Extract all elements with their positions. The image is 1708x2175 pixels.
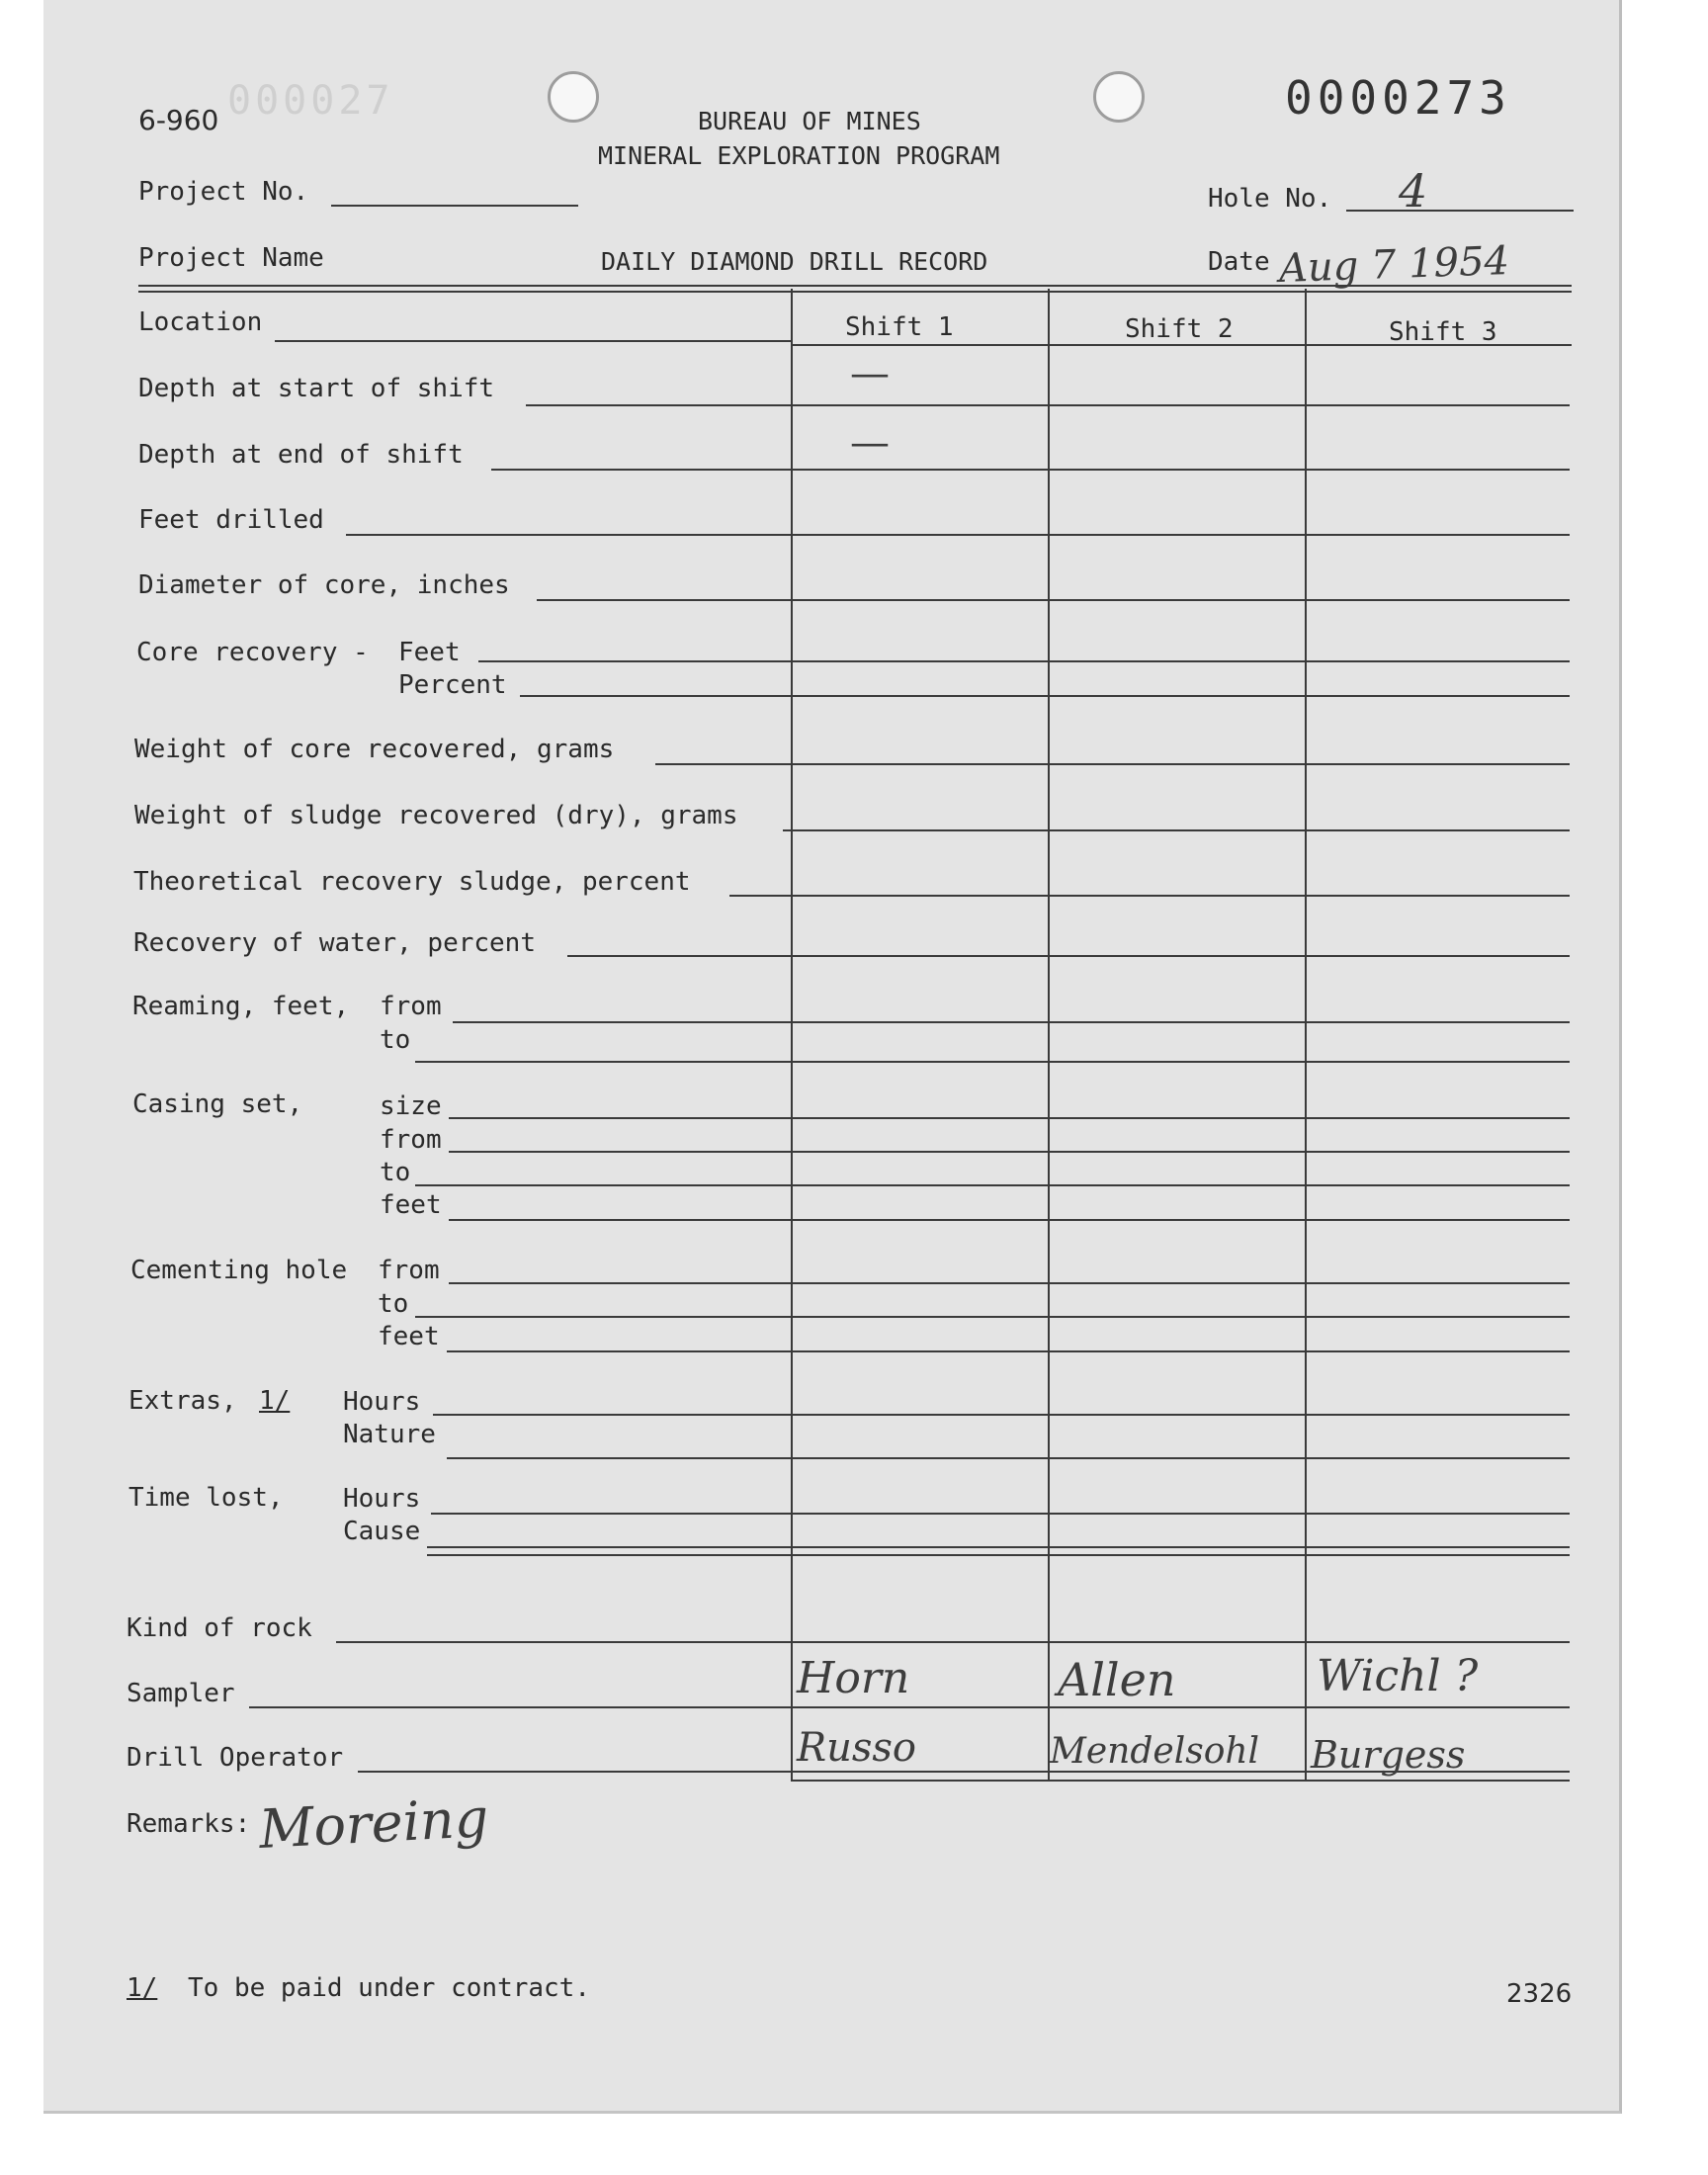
- core-recovery-percent-label: Percent: [398, 670, 507, 700]
- operator-rule-2: [791, 1780, 1570, 1782]
- project-no-label: Project No.: [138, 177, 309, 207]
- feet-drilled-label: Feet drilled: [138, 505, 324, 535]
- reaming-to-line: [415, 1061, 1570, 1063]
- weight-core-line: [655, 763, 1570, 765]
- program-title: MINERAL EXPLORATION PROGRAM: [598, 141, 1000, 170]
- column-shift-3: Shift 3: [1389, 317, 1497, 347]
- extras-nature-line: [447, 1457, 1570, 1459]
- cement-from-label: from: [378, 1256, 440, 1285]
- core-recovery-feet-label: Feet: [398, 638, 461, 667]
- casing-from-line: [449, 1151, 1570, 1153]
- depth-end-shift1-value[interactable]: —: [850, 420, 890, 466]
- column-shift-1: Shift 1: [845, 312, 954, 342]
- reaming-from-label: from: [380, 992, 442, 1021]
- form-code: 2326: [1506, 1979, 1573, 2009]
- sampler-line: [249, 1706, 1570, 1708]
- sampler-shift1[interactable]: Horn: [797, 1653, 910, 1703]
- remarks-value[interactable]: Moreing: [257, 1785, 490, 1862]
- casing-to-label: to: [380, 1158, 411, 1187]
- extras-nature-label: Nature: [343, 1420, 436, 1449]
- reaming-label: Reaming, feet,: [132, 992, 350, 1021]
- location-label: Location: [138, 307, 263, 337]
- casing-feet-line: [449, 1219, 1570, 1221]
- casing-feet-label: feet: [380, 1190, 442, 1220]
- casing-from-label: from: [380, 1125, 442, 1155]
- reaming-to-label: to: [380, 1025, 411, 1055]
- project-no-value[interactable]: [336, 176, 573, 204]
- punch-hole-left: [548, 71, 599, 123]
- drill-operator-label: Drill Operator: [127, 1743, 344, 1773]
- agency-title: BUREAU OF MINES: [698, 107, 921, 135]
- water-label: Recovery of water, percent: [133, 928, 536, 958]
- remarks-label: Remarks:: [127, 1809, 251, 1839]
- time-lost-cause-label: Cause: [343, 1517, 421, 1546]
- form-number: 6-960: [138, 104, 219, 136]
- cementing-label: Cementing hole: [130, 1256, 348, 1285]
- time-lost-hours-label: Hours: [343, 1484, 421, 1514]
- weight-sludge-label: Weight of sludge recovered (dry), grams: [134, 801, 738, 830]
- footnote-text: To be paid under contract.: [188, 1973, 590, 2003]
- location-line: [275, 340, 791, 342]
- operator-shift2[interactable]: Mendelsohl: [1050, 1731, 1260, 1772]
- cement-to-label: to: [378, 1289, 409, 1319]
- date-value[interactable]: Aug 7 1954: [1278, 237, 1510, 293]
- date-label: Date: [1208, 247, 1270, 277]
- weight-core-label: Weight of core recovered, grams: [134, 735, 615, 764]
- faint-serial-bleedthrough: 000027: [227, 78, 394, 124]
- header-rule-2: [138, 291, 1572, 293]
- depth-start-shift1-value[interactable]: —: [850, 351, 890, 396]
- hole-no-label: Hole No.: [1208, 184, 1332, 214]
- project-no-line: [331, 205, 578, 207]
- punch-hole-right: [1093, 71, 1145, 123]
- reaming-from-line: [453, 1021, 1570, 1023]
- cement-from-line: [449, 1282, 1570, 1284]
- theoretical-label: Theoretical recovery sludge, percent: [133, 867, 691, 897]
- project-name-label: Project Name: [138, 243, 324, 273]
- column-shift-2: Shift 2: [1125, 314, 1234, 344]
- casing-size-line: [449, 1117, 1570, 1119]
- cement-feet-line: [447, 1350, 1570, 1352]
- hole-no-line: [1346, 210, 1574, 212]
- depth-end-line: [491, 469, 1570, 471]
- time-lost-cause-line: [427, 1546, 1570, 1548]
- cement-to-line: [415, 1316, 1570, 1318]
- time-lost-label: Time lost,: [128, 1483, 284, 1513]
- header-rule-1: [138, 285, 1572, 287]
- core-feet-line: [478, 660, 1570, 662]
- record-title: DAILY DIAMOND DRILL RECORD: [601, 247, 988, 276]
- diameter-line: [537, 599, 1570, 601]
- core-percent-line: [520, 695, 1570, 697]
- extras-label: Extras,: [128, 1386, 237, 1416]
- extras-hours-line: [433, 1414, 1570, 1416]
- extras-footnote-ref: 1/: [259, 1386, 291, 1416]
- time-lost-hours-line: [431, 1513, 1570, 1515]
- sampler-shift2[interactable]: Allen: [1058, 1653, 1176, 1706]
- core-recovery-label: Core recovery -: [136, 638, 369, 667]
- column-header-line: [791, 344, 1572, 346]
- casing-to-line: [415, 1184, 1570, 1186]
- cement-feet-label: feet: [378, 1322, 440, 1351]
- feet-drilled-line: [346, 534, 1570, 536]
- depth-start-line: [526, 404, 1570, 406]
- operator-shift1[interactable]: Russo: [797, 1725, 917, 1771]
- casing-label: Casing set,: [132, 1089, 303, 1119]
- footnote-marker: 1/: [127, 1973, 158, 2003]
- depth-end-label: Depth at end of shift: [138, 440, 464, 470]
- theoretical-line: [729, 895, 1570, 897]
- diameter-label: Diameter of core, inches: [138, 570, 510, 600]
- sampler-shift3[interactable]: Wichl ?: [1317, 1651, 1479, 1701]
- time-lost-cause-line-2: [427, 1554, 1570, 1556]
- hole-no-value[interactable]: 4: [1399, 164, 1428, 218]
- water-line: [567, 955, 1570, 957]
- depth-start-label: Depth at start of shift: [138, 374, 495, 403]
- kind-rock-label: Kind of rock: [127, 1613, 312, 1643]
- operator-shift3[interactable]: Burgess: [1311, 1733, 1466, 1777]
- weight-sludge-line: [783, 829, 1570, 831]
- serial-number: 0000273: [1285, 71, 1511, 125]
- kind-rock-line: [336, 1641, 1570, 1643]
- casing-size-label: size: [380, 1091, 442, 1121]
- extras-hours-label: Hours: [343, 1387, 421, 1417]
- sampler-label: Sampler: [127, 1679, 235, 1708]
